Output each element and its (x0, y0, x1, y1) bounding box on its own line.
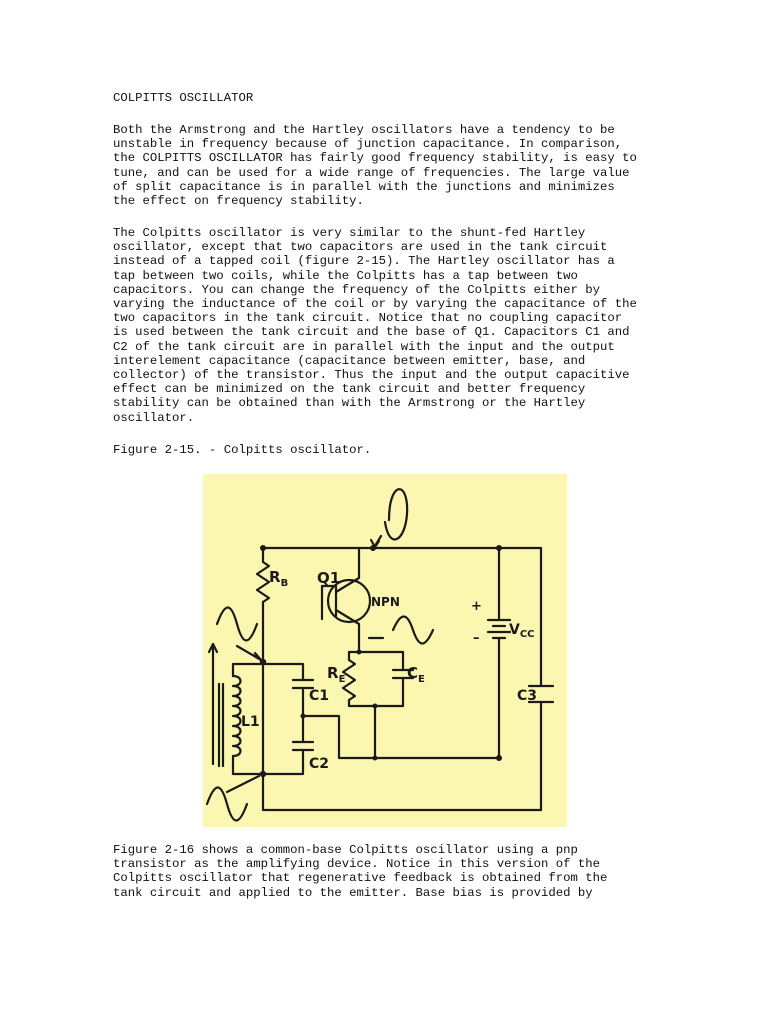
figure-caption: Figure 2-15. - Colpitts oscillator. (113, 443, 372, 457)
label-l1: L1 (241, 714, 260, 730)
label-q1: Q1 (317, 569, 341, 587)
label-c2: C2 (309, 756, 330, 772)
circuit-diagram (203, 474, 567, 827)
label-npn: NPN (371, 595, 400, 609)
label-re: $R_E$ (327, 664, 346, 685)
label-plus: + (471, 599, 482, 614)
label-minus: – (473, 631, 480, 646)
label-ce: $C_E$ (407, 664, 425, 685)
label-vcc: $V_{CC}$ (509, 622, 535, 640)
label-rb: $R_B$ (269, 568, 289, 589)
label-c1: C1 (309, 688, 330, 704)
label-c3: C3 (517, 688, 538, 704)
document-title: COLPITTS OSCILLATOR (113, 91, 254, 105)
paragraph-2: The Colpitts oscillator is very similar to the shunt-fed Hartley oscillator, except that two capacitors are used in the tank circuit instead of a tapped coil (figure 2-15). The Hartley oscillator has a tap between two coils, while the Colpitts has a tap between two capacitors. You can change the frequency of the Colpitts either by varying the inductance of the coil or by varying the capacitance of the two capacitors in the tank circuit. Notice that no coupling capacitor is used between the tank circuit and the base of Q1. Capacitors C1 and C2 of the tank circuit are in parallel with the input and the output interelement capacitance (capacitance between emitter, base, and collector) of the transistor. Thus the input and the output capacitive effect can be minimized on the tank circuit and better frequency stability can be obtained than with the Armstrong or the Hartley oscillator. (113, 226, 637, 425)
circuit-wires (207, 489, 553, 820)
colpitts-circuit-figure (203, 474, 567, 827)
paragraph-1: Both the Armstrong and the Hartley oscillators have a tendency to be unstable in frequency because of junction capacitance. In comparison, the COLPITTS OSCILLATOR has fairly good frequency stability, is easy to tune, and can be used for a wide range of frequencies. The large value of split capacitance is in parallel with the junctions and minimizes the effect on frequency stability. (113, 123, 637, 209)
paragraph-3: Figure 2-16 shows a common-base Colpitts oscillator using a pnp transistor as the amplifying device. Notice in this version of the Colpitts oscillator that regenerative feedback is obtained from the tank circuit and applied to the emitter. Base bias is provided by (113, 843, 608, 900)
